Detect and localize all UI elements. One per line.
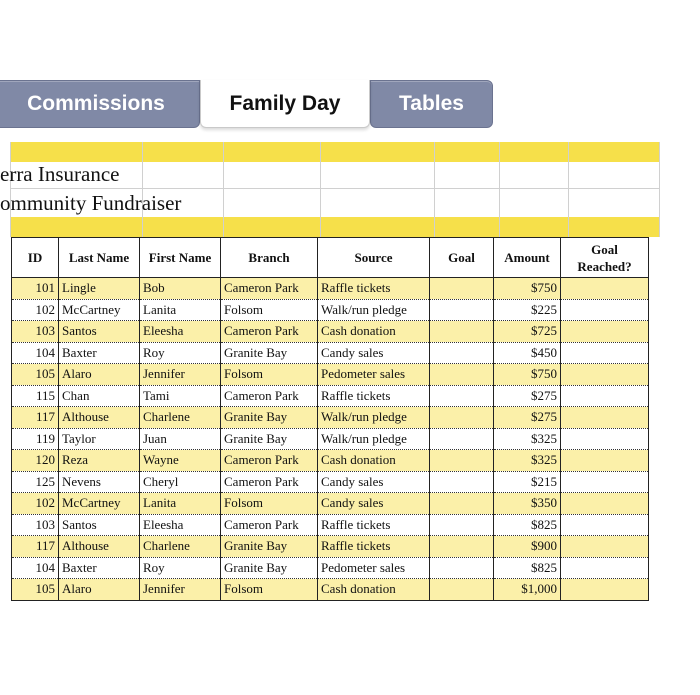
cell-first-name[interactable]: Eleesha [140, 514, 221, 536]
cell-amount[interactable]: $225 [494, 299, 561, 321]
cell-branch[interactable]: Cameron Park [221, 278, 318, 300]
cell-goal[interactable] [430, 342, 494, 364]
cell-id[interactable]: 103 [12, 321, 59, 343]
cell-branch[interactable]: Cameron Park [221, 385, 318, 407]
cell-branch[interactable]: Granite Bay [221, 342, 318, 364]
cell-branch[interactable]: Granite Bay [221, 407, 318, 429]
cell-goal[interactable] [430, 471, 494, 493]
cell-branch[interactable]: Cameron Park [221, 321, 318, 343]
tab-commissions[interactable]: Commissions [0, 80, 200, 128]
gridline [568, 142, 569, 237]
cell-amount[interactable]: $275 [494, 385, 561, 407]
cell-goal[interactable] [430, 385, 494, 407]
cell-id[interactable]: 120 [12, 450, 59, 472]
yellow-band-bottom [10, 217, 660, 237]
cell-last-name[interactable]: McCartney [59, 493, 140, 515]
cell-last-name[interactable]: Chan [59, 385, 140, 407]
cell-last-name[interactable]: Lingle [59, 278, 140, 300]
cell-last-name[interactable]: McCartney [59, 299, 140, 321]
cell-source[interactable]: Candy sales [318, 493, 430, 515]
cell-first-name[interactable]: Juan [140, 428, 221, 450]
cell-id[interactable]: 102 [12, 493, 59, 515]
cell-branch[interactable]: Folsom [221, 579, 318, 601]
cell-source[interactable]: Raffle tickets [318, 278, 430, 300]
cell-last-name[interactable]: Alaro [59, 579, 140, 601]
cell-first-name[interactable]: Roy [140, 342, 221, 364]
col-header-source[interactable]: Source [318, 238, 430, 278]
cell-branch[interactable]: Folsom [221, 299, 318, 321]
gridline [320, 142, 321, 237]
cell-id[interactable]: 103 [12, 514, 59, 536]
table-row [12, 536, 649, 558]
cell-source[interactable]: Candy sales [318, 342, 430, 364]
cell-amount[interactable]: $1,000 [494, 579, 561, 601]
cell-goal[interactable] [430, 536, 494, 558]
cell-id[interactable]: 104 [12, 342, 59, 364]
table-row [12, 407, 649, 429]
cell-amount[interactable]: $325 [494, 450, 561, 472]
cell-amount[interactable]: $825 [494, 514, 561, 536]
yellow-band-top [10, 142, 660, 162]
cell-source[interactable]: Cash donation [318, 450, 430, 472]
cell-last-name[interactable]: Baxter [59, 342, 140, 364]
cell-last-name[interactable]: Nevens [59, 471, 140, 493]
cell-goal[interactable] [430, 493, 494, 515]
cell-amount[interactable]: $900 [494, 536, 561, 558]
cell-id[interactable]: 125 [12, 471, 59, 493]
table-row [12, 321, 649, 343]
cell-first-name[interactable]: Eleesha [140, 321, 221, 343]
cell-goal-reached[interactable] [561, 493, 649, 515]
cell-goal[interactable] [430, 450, 494, 472]
gridline [659, 142, 660, 237]
table-row [12, 299, 649, 321]
table-row [12, 493, 649, 515]
cell-id[interactable]: 102 [12, 299, 59, 321]
table-row [12, 278, 649, 300]
cell-first-name[interactable]: Roy [140, 557, 221, 579]
sheet-tabs [0, 80, 700, 128]
cell-goal[interactable] [430, 514, 494, 536]
tab-tables[interactable]: Tables [370, 80, 493, 128]
title-line-1: erra Insurance [0, 162, 120, 186]
cell-branch[interactable]: Cameron Park [221, 514, 318, 536]
cell-last-name[interactable]: Baxter [59, 557, 140, 579]
cell-last-name[interactable]: Santos [59, 514, 140, 536]
cell-first-name[interactable]: Lanita [140, 493, 221, 515]
cell-id[interactable]: 115 [12, 385, 59, 407]
cell-amount[interactable]: $275 [494, 407, 561, 429]
cell-last-name[interactable]: Alaro [59, 364, 140, 386]
col-header-branch[interactable]: Branch [221, 238, 318, 278]
table-row [12, 428, 649, 450]
cell-amount[interactable]: $725 [494, 321, 561, 343]
table-row [12, 364, 649, 386]
cell-goal-reached[interactable] [561, 278, 649, 300]
cell-goal[interactable] [430, 407, 494, 429]
cell-id[interactable]: 104 [12, 557, 59, 579]
cell-amount[interactable]: $325 [494, 428, 561, 450]
cell-id[interactable]: 101 [12, 278, 59, 300]
cell-source[interactable]: Pedometer sales [318, 557, 430, 579]
col-header-id[interactable]: ID [12, 238, 59, 278]
cell-first-name[interactable]: Cheryl [140, 471, 221, 493]
cell-goal[interactable] [430, 579, 494, 601]
gridline [499, 142, 500, 237]
cell-goal-reached[interactable] [561, 428, 649, 450]
cell-goal[interactable] [430, 364, 494, 386]
table-row [12, 557, 649, 579]
col-header-goal-reached[interactable]: Goal Reached? [561, 238, 649, 278]
cell-last-name[interactable]: Taylor [59, 428, 140, 450]
cell-first-name[interactable]: Charlene [140, 536, 221, 558]
cell-first-name[interactable]: Jennifer [140, 579, 221, 601]
cell-amount[interactable]: $825 [494, 557, 561, 579]
table-row [12, 514, 649, 536]
cell-goal-reached[interactable] [561, 514, 649, 536]
cell-source[interactable]: Walk/run pledge [318, 299, 430, 321]
cell-branch[interactable]: Cameron Park [221, 471, 318, 493]
col-header-amount[interactable]: Amount [494, 238, 561, 278]
cell-first-name[interactable]: Tami [140, 385, 221, 407]
cell-branch[interactable]: Cameron Park [221, 450, 318, 472]
cell-branch[interactable]: Folsom [221, 493, 318, 515]
cell-goal[interactable] [430, 299, 494, 321]
col-header-goal[interactable]: Goal [430, 238, 494, 278]
table-row [12, 342, 649, 364]
fundraiser-table [11, 237, 649, 601]
gridline [10, 142, 11, 237]
cell-amount[interactable]: $750 [494, 278, 561, 300]
cell-last-name[interactable]: Reza [59, 450, 140, 472]
table-row [12, 579, 649, 601]
cell-source[interactable]: Cash donation [318, 579, 430, 601]
cell-last-name[interactable]: Santos [59, 321, 140, 343]
cell-first-name[interactable]: Lanita [140, 299, 221, 321]
cell-source[interactable]: Raffle tickets [318, 536, 430, 558]
cell-source[interactable]: Raffle tickets [318, 514, 430, 536]
table-header-row [12, 238, 649, 278]
cell-first-name[interactable]: Jennifer [140, 364, 221, 386]
cell-id[interactable]: 117 [12, 407, 59, 429]
cell-goal-reached[interactable] [561, 342, 649, 364]
cell-branch[interactable]: Granite Bay [221, 428, 318, 450]
gridline [10, 188, 660, 189]
cell-amount[interactable]: $215 [494, 471, 561, 493]
table-row [12, 450, 649, 472]
cell-source[interactable]: Candy sales [318, 471, 430, 493]
cell-first-name[interactable]: Wayne [140, 450, 221, 472]
cell-amount[interactable]: $350 [494, 493, 561, 515]
cell-goal-reached[interactable] [561, 407, 649, 429]
cell-last-name[interactable]: Althouse [59, 407, 140, 429]
cell-goal-reached[interactable] [561, 385, 649, 407]
gridline [142, 142, 143, 237]
cell-goal[interactable] [430, 557, 494, 579]
cell-source[interactable]: Walk/run pledge [318, 407, 430, 429]
cell-source[interactable]: Cash donation [318, 321, 430, 343]
gridline [434, 142, 435, 237]
cell-branch[interactable]: Granite Bay [221, 557, 318, 579]
cell-id[interactable]: 119 [12, 428, 59, 450]
col-header-first-name[interactable]: First Name [140, 238, 221, 278]
cell-goal-reached[interactable] [561, 579, 649, 601]
cell-branch[interactable]: Folsom [221, 364, 318, 386]
cell-goal[interactable] [430, 428, 494, 450]
cell-id[interactable]: 105 [12, 364, 59, 386]
gridline [223, 142, 224, 237]
cell-first-name[interactable]: Bob [140, 278, 221, 300]
cell-last-name[interactable]: Althouse [59, 536, 140, 558]
cell-first-name[interactable]: Charlene [140, 407, 221, 429]
cell-goal-reached[interactable] [561, 536, 649, 558]
cell-id[interactable]: 117 [12, 536, 59, 558]
title-line-2: ommunity Fundraiser [0, 191, 182, 215]
cell-goal[interactable] [430, 278, 494, 300]
cell-amount[interactable]: $750 [494, 364, 561, 386]
cell-goal-reached[interactable] [561, 321, 649, 343]
cell-goal-reached[interactable] [561, 471, 649, 493]
cell-goal-reached[interactable] [561, 364, 649, 386]
cell-source[interactable]: Walk/run pledge [318, 428, 430, 450]
cell-goal-reached[interactable] [561, 450, 649, 472]
cell-branch[interactable]: Granite Bay [221, 536, 318, 558]
cell-goal[interactable] [430, 321, 494, 343]
tab-family-day[interactable]: Family Day [200, 80, 370, 128]
cell-source[interactable]: Pedometer sales [318, 364, 430, 386]
cell-goal-reached[interactable] [561, 557, 649, 579]
cell-id[interactable]: 105 [12, 579, 59, 601]
table-row [12, 471, 649, 493]
cell-amount[interactable]: $450 [494, 342, 561, 364]
cell-goal-reached[interactable] [561, 299, 649, 321]
table-row [12, 385, 649, 407]
col-header-last-name[interactable]: Last Name [59, 238, 140, 278]
cell-source[interactable]: Raffle tickets [318, 385, 430, 407]
